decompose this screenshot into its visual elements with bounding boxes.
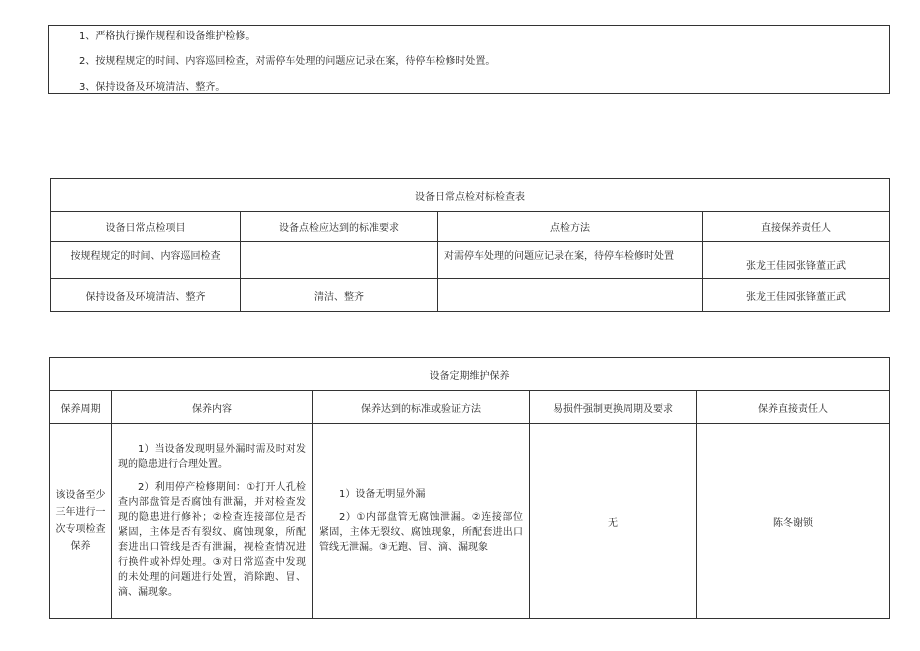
table-cell: 对需停车处理的问题应记录在案，待停车检修时处置 — [438, 242, 703, 279]
header-parts: 易损件强制更换周期及要求 — [530, 391, 697, 424]
content-paragraph-2: 2）利用停产检修期间：①打开人孔检查内部盘管是否腐蚀有泄漏，并对检查发现的隐患进行修补；②检查连接部位是否紧固，主体是否有裂纹、腐蚀现象，所配套进出口管线是否有泄漏，视检查情况进行换件或补焊处理。③对日常巡查中发现的未处理的问题进行处置，消除跑、冒、滴、漏现象。 — [118, 482, 306, 598]
table-cell: 清洁、整齐 — [241, 279, 438, 312]
parts-cell: 无 — [530, 424, 697, 619]
requirements-box — [48, 25, 890, 94]
daily-check-table — [50, 178, 890, 312]
table-cell: 保持设备及环境清洁、整齐 — [51, 279, 241, 312]
content-cell — [112, 424, 313, 619]
person-cell: 陈冬谢锁 — [697, 424, 890, 619]
header-method: 点检方法 — [438, 212, 703, 242]
table-cell: 张龙王佳园张锋董正武 — [703, 279, 890, 312]
content-paragraph-1: 1）当设备发现明显外漏时需及时对发现的隐患进行合理处置。 — [118, 444, 306, 470]
header-person: 直接保养责任人 — [703, 212, 890, 242]
header-person: 保养直接责任人 — [697, 391, 890, 424]
table-cell: 按规程规定的时间、内容巡回检查 — [51, 242, 241, 279]
header-check-item: 设备日常点检项目 — [51, 212, 241, 242]
table-row — [51, 242, 890, 279]
header-standard: 设备点检应达到的标准要求 — [241, 212, 438, 242]
table-cell: 张龙王佳园张锋董正武 — [703, 242, 890, 279]
periodic-title: 设备定期维护保养 — [50, 358, 890, 391]
header-content: 保养内容 — [112, 391, 313, 424]
header-cycle: 保养周期 — [50, 391, 112, 424]
table-row — [50, 424, 890, 619]
table-row — [51, 279, 890, 312]
header-standard: 保养达到的标准或验证方法 — [313, 391, 530, 424]
note-2: 2、按规程规定的时间、内容巡回检查，对需停车处理的问题应记录在案，待停车检修时处置。 — [79, 56, 496, 67]
cycle-cell: 该设备至少三年进行一次专项检查保养 — [50, 424, 112, 619]
note-1: 1、严格执行操作规程和设备维护检修。 — [79, 31, 256, 42]
daily-check-title: 设备日常点检对标检查表 — [51, 179, 890, 212]
table-cell — [438, 279, 703, 312]
standard-cell — [313, 424, 530, 619]
standard-paragraph-1: 1）设备无明显外漏 — [339, 489, 426, 500]
standard-paragraph-2: 2）①内部盘管无腐蚀泄漏。②连接部位紧固，主体无裂纹、腐蚀现象，所配套进出口管线无泄漏。③无跑、冒、滴、漏现象 — [319, 512, 523, 553]
periodic-maintenance-table — [49, 357, 890, 619]
note-3: 3、保持设备及环境清洁、整齐。 — [79, 82, 226, 93]
table-cell — [241, 242, 438, 279]
